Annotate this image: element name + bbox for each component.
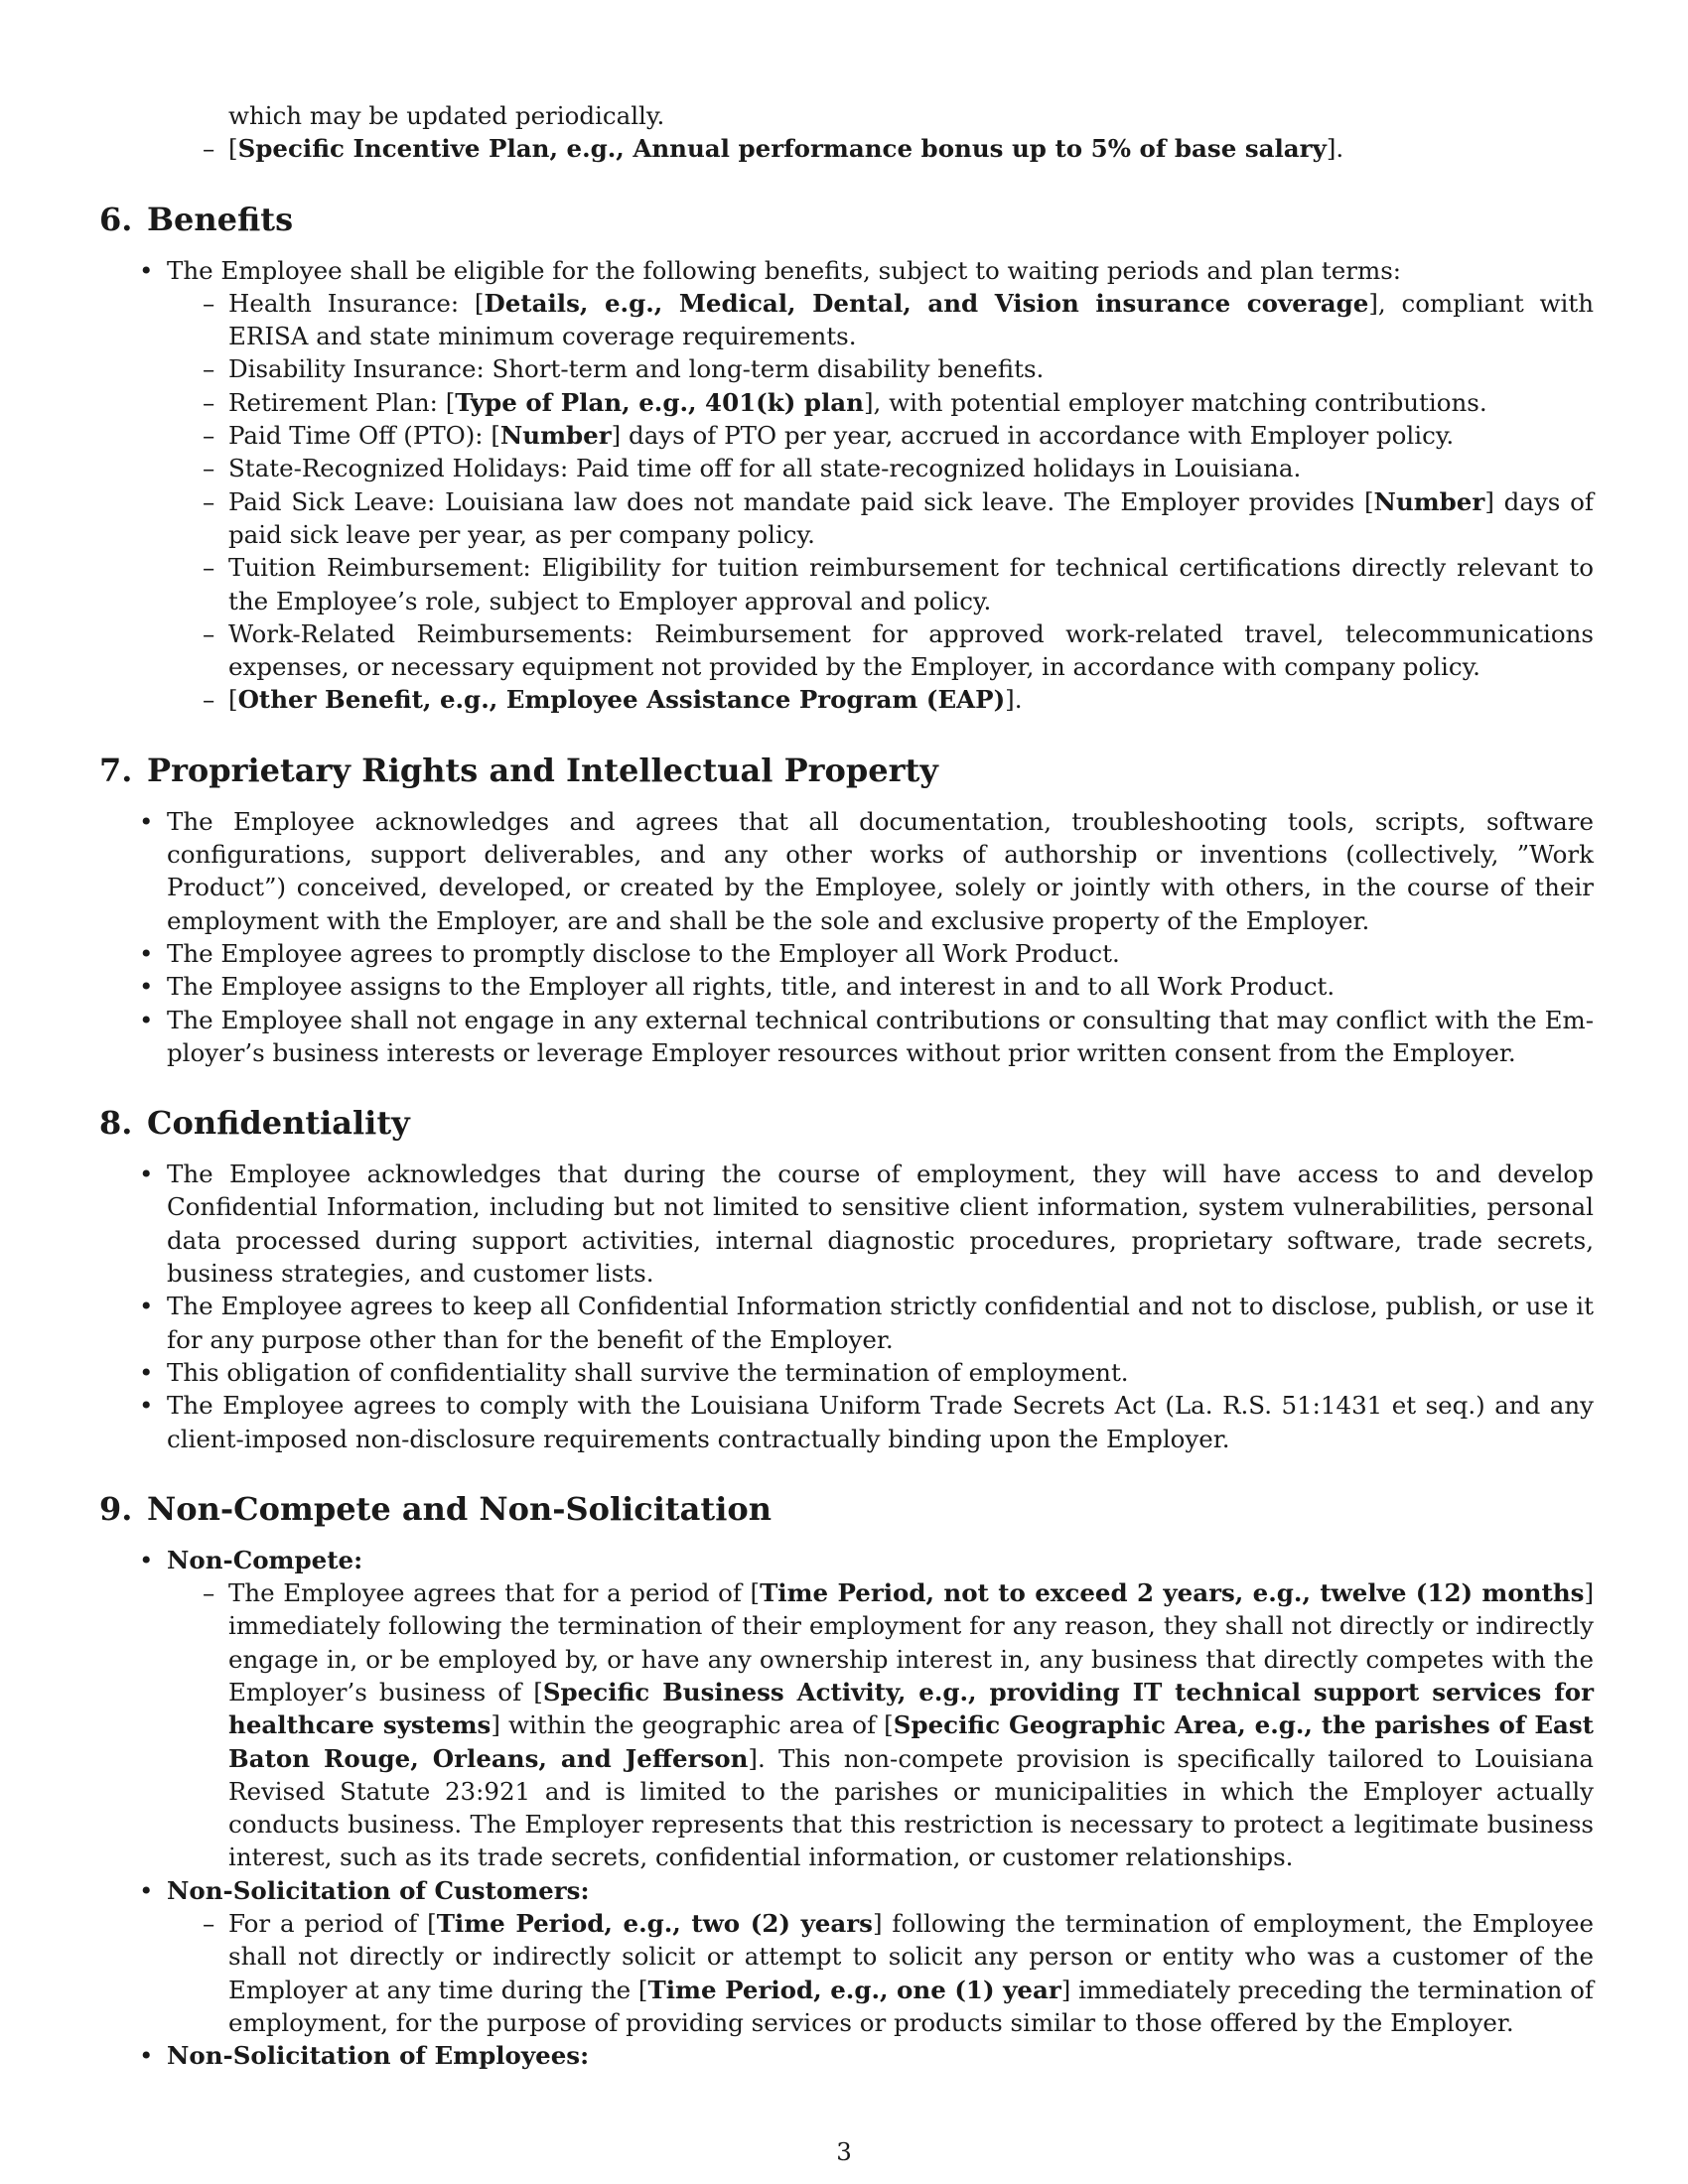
benefit-tuition: – Tuition Reimbursement: Eligibility for tuition reimbursement for technical certifications directly relevant to the Employee’s role, subject to Employer approval and policy.	[167, 551, 1594, 617]
benefit-pto: – Paid Time Off (PTO): [Number] days of PTO per year, accrued in accordance with Employer policy.	[167, 419, 1594, 452]
non-compete-sublist	[167, 1576, 1594, 1874]
benefit-retirement: – Retirement Plan: [Type of Plan, e.g., 401(k) plan], with potential employer matching contributions.	[167, 386, 1594, 419]
non-compete-item: • Non-Compete: – The Employee agrees that for a period of [Time Period, not to exceed 2 years, e.g., twelve (12) months] immediately following the termination of their employment for any reason, they shall not directly or indirectly engage in, or be employed by, or have any ownership interest in, any business that directly competes with the Employer’s business of [Specific Business Activity, e.g., providing IT technical support services for healthcare systems] within the geographic area of [Specific Geographic Area, e.g., the parishes of East Baton Rouge, Orleans, and Jefferson]. This non-compete provision is specifically tailored to Louisiana Revised Statute 23:921 and is limited to the parishes or municipalities in which the Employer actually conducts business. The Employer represents that this restriction is necessary to protect a legitimate business interest, such as its trade secrets, confidential information, or customer relationships.	[99, 1544, 1594, 1874]
incentive-plan-item: – [Specific Incentive Plan, e.g., Annual performance bonus up to 5% of base salary].	[99, 132, 1594, 165]
section-7-list	[99, 805, 1594, 1069]
list-item: • The Employee acknowledges and agrees that all documentation, troubleshooting tools, scripts, software configurations, support deliverables, and any other works of authorship or inventions (collectively, ”Work Product”) conceived, developed, or created by the Employee, solely or jointly with others, in the course of their employment with the Employer, are and shall be the sole and exclusive property of the Employer.	[99, 805, 1594, 937]
section-8-list	[99, 1158, 1594, 1455]
non-solicit-customers-item: • Non-Solicitation of Customers: – For a period of [Time Period, e.g., two (2) years] following the termination of employment, the Employee shall not directly or indirectly solicit or attempt to solicit any person or entity who was a customer of the Employer at any time during the [Time Period, e.g., one (1) year] immediately preceding the termination of employment, for the purpose of providing services or products similar to those offered by the Employer.	[99, 1874, 1594, 2039]
non-solicit-employees-item: • Non-Solicitation of Employees:	[99, 2039, 1594, 2072]
section-9-list	[99, 1544, 1594, 2073]
benefit-holidays: – State-Recognized Holidays: Paid time off for all state-recognized holidays in Louisiana.	[167, 452, 1594, 484]
list-item: • The Employee acknowledges that during the course of employment, they will have access to and develop Confidential Information, including but not limited to sensitive client information, system vulnerabilities, personal data processed during support activities, internal diagnostic procedures, proprietary software, trade secrets, business strategies, and customer lists.	[99, 1158, 1594, 1290]
section-8-heading: 8. Confidentiality	[99, 1104, 410, 1143]
list-item: • The Employee agrees to comply with the Louisiana Uniform Trade Secrets Act (La. R.S. 51:1431 et seq.) and any client-imposed non-disclosure requirements contractually binding upon the Employer.	[99, 1389, 1594, 1455]
benefit-work-reimbursement: – Work-Related Reimbursements: Reimbursement for approved work-related travel, telecommunications expenses, or necessary equipment not provided by the Employer, in accordance with company policy.	[167, 617, 1594, 684]
section-6-heading: 6. Benefits	[99, 200, 294, 238]
section-9-heading: 9. Non-Compete and Non-Solicitation	[99, 1489, 772, 1528]
section-6-list	[99, 254, 1594, 717]
page-number: 3	[836, 2137, 852, 2166]
page-content	[99, 99, 1594, 2073]
list-item: • The Employee agrees to promptly disclose to the Employer all Work Product.	[99, 937, 1594, 970]
non-solicit-customers-sublist	[167, 1907, 1594, 2039]
benefit-sick-leave: – Paid Sick Leave: Louisiana law does not mandate paid sick leave. The Employer provides [Number] days of paid sick leave per year, as per company policy.	[167, 485, 1594, 552]
list-item: • This obligation of confidentiality shall survive the termination of employment.	[99, 1356, 1594, 1389]
non-compete-text: – The Employee agrees that for a period of [Time Period, not to exceed 2 years, e.g., twelve (12) months] immediately following the termination of their employment for any reason, they shall not directly or indirectly engage in, or be employed by, or have any ownership interest in, any business that directly competes with the Employer’s business of [Specific Business Activity, e.g., providing IT technical support services for healthcare systems] within the geographic area of [Specific Geographic Area, e.g., the parishes of East Baton Rouge, Orleans, and Jefferson]. This non-compete provision is specifically tailored to Louisiana Revised Statute 23:921 and is limited to the parishes or municipalities in which the Employer actually conducts business. The Employer represents that this restriction is necessary to protect a legitimate business interest, such as its trade secrets, confidential information, or customer relationships.	[167, 1576, 1594, 1874]
list-item: • The Employee shall not engage in any external technical contributions or consulting that may conflict with the Employer’s business interests or leverage Employer resources without prior written consent from the Employer.	[99, 1004, 1594, 1070]
incentive-list	[99, 132, 1594, 165]
benefit-disability: – Disability Insurance: Short-term and long-term disability benefits.	[167, 352, 1594, 385]
list-item: • The Employee assigns to the Employer all rights, title, and interest in and to all Work Product.	[99, 970, 1594, 1003]
continuation-line: which may be updated periodically.	[228, 101, 665, 130]
section-7-heading: 7. Proprietary Rights and Intellectual Property	[99, 751, 938, 789]
non-solicit-customers-text: – For a period of [Time Period, e.g., two (2) years] following the termination of employment, the Employee shall not directly or indirectly solicit or attempt to solicit any person or entity who was a customer of the Employer at any time during the [Time Period, e.g., one (1) year] immediately preceding the termination of employment, for the purpose of providing services or products similar to those offered by the Employer.	[167, 1907, 1594, 2039]
benefits-sublist	[167, 287, 1594, 717]
benefit-health: – Health Insurance: [Details, e.g., Medical, Dental, and Vision insurance coverage], compliant with ERISA and state minimum coverage requirements.	[167, 287, 1594, 353]
list-item: • The Employee shall be eligible for the following benefits, subject to waiting periods and plan terms: – Health Insurance: [Details, e.g., Medical, Dental, and Vision insurance coverage], compliant with ERISA and state minimum coverage requirements. – Disability Insurance: Short-term and long-term disability benefits. – Retirement Plan: [Type of Plan, e.g., 401(k) plan], with potential employer matching contributions. – Paid Time Off (PTO): [Number] days of PTO per year, accrued in accordance with Employer policy. – State-Recognized Holidays: Paid time off for all state-recognized holidays in Louisiana. – Paid Sick Leave: Louisiana law does not mandate paid sick leave. The Employer provides [Number] days of paid sick leave per year, as per company policy. – Tuition Reimbursement: Eligibility for tuition reimbursement for technical certifications directly relevant to the Employee’s role, subject to Employer approval and policy. – Work-Related Reimbursements: Reimbursement for approved work-related travel, telecommunications expenses, or necessary equipment not provided by the Employer, in accordance with company policy. – [Other Benefit, e.g., Employee Assistance Program (EAP)].	[99, 254, 1594, 717]
benefit-other: – [Other Benefit, e.g., Employee Assistance Program (EAP)].	[167, 683, 1594, 716]
list-item: • The Employee agrees to keep all Confidential Information strictly confidential and not to disclose, publish, or use it for any purpose other than for the benefit of the Employer.	[99, 1290, 1594, 1356]
